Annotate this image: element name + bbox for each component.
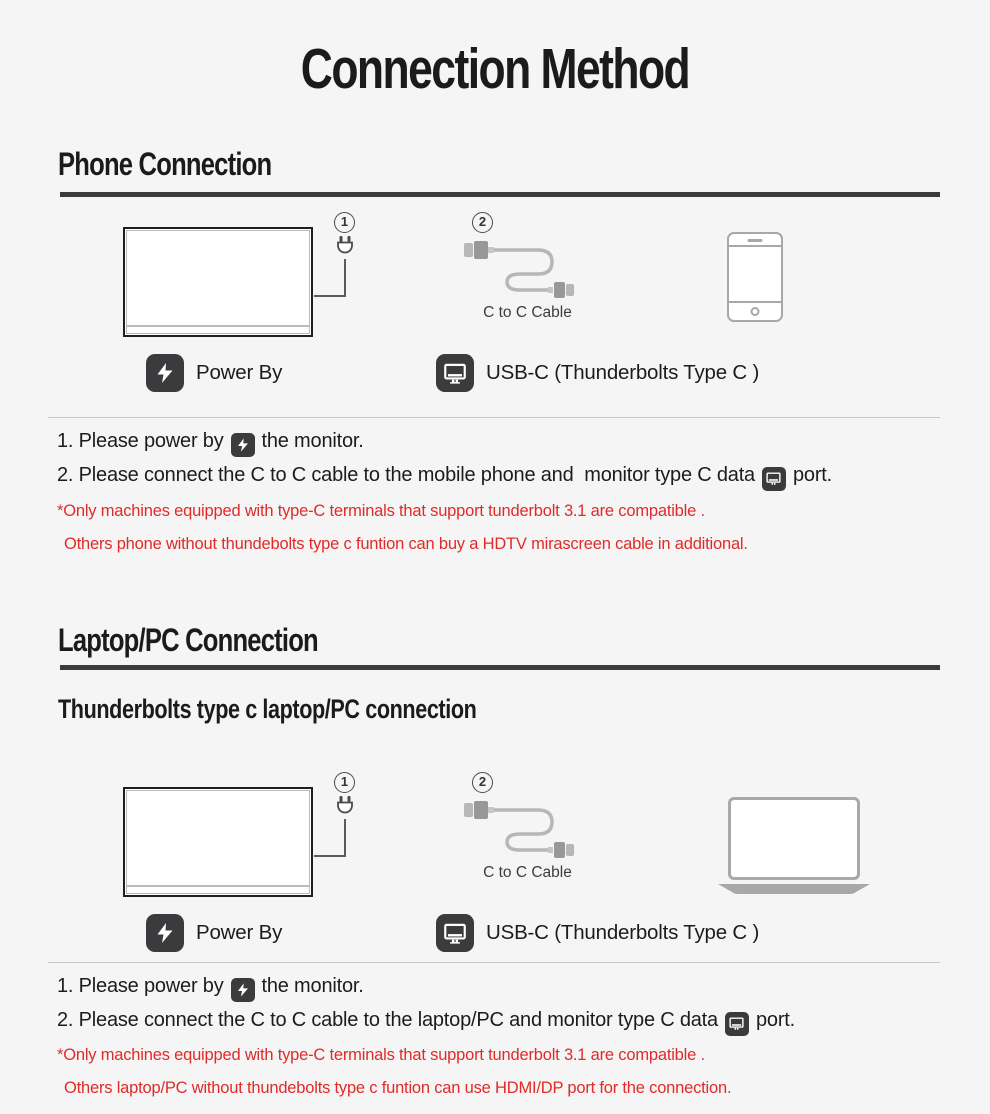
laptop-section-heading: Laptop/PC Connection xyxy=(58,622,318,658)
usb-c-cable-icon xyxy=(462,236,590,303)
phone-bottom-line xyxy=(729,301,781,303)
lightning-icon xyxy=(231,978,255,1002)
divider-line xyxy=(48,962,940,963)
power-wire-vertical xyxy=(344,819,346,857)
laptop-icon xyxy=(728,797,860,880)
laptop-note-1: *Only machines equipped with type-C terminals that support tunderbolt 3.1 are compatible . xyxy=(57,1046,705,1064)
phone-top-line xyxy=(729,245,781,247)
power-wire-vertical xyxy=(344,259,346,297)
page-title: Connection Method xyxy=(300,37,690,101)
monitor-screen xyxy=(126,230,310,334)
laptop-subheading: Thunderbolts type c laptop/PC connection xyxy=(58,694,477,724)
step-2-badge: 2 xyxy=(472,212,493,233)
monitor-icon xyxy=(442,920,468,946)
usbc-badge xyxy=(436,914,474,952)
divider-line xyxy=(48,417,940,418)
power-wire-horizontal xyxy=(314,855,346,857)
usbc-badge-label: USB-C (Thunderbolts Type C ) xyxy=(486,921,760,944)
power-badge xyxy=(146,354,184,392)
monitor-screen xyxy=(126,790,310,894)
phone-instruction-2: 2. Please connect the C to C cable to the mobile phone and monitor type C data port. xyxy=(57,464,832,491)
phone-note-2: Others phone without thundebolts type c funtion can buy a HDTV mirascreen cable in additional. xyxy=(64,535,748,553)
monitor-icon xyxy=(725,1012,749,1036)
laptop-instruction-2: 2. Please connect the C to C cable to the laptop/PC and monitor type C data port. xyxy=(57,1009,795,1036)
monitor-icon xyxy=(762,467,786,491)
step-1-badge: 1 xyxy=(334,772,355,793)
laptop-base xyxy=(716,882,872,900)
phone-connection-diagram xyxy=(0,210,990,425)
phone-note-1: *Only machines equipped with type-C terminals that support tunderbolt 3.1 are compatible . xyxy=(57,502,705,520)
lightning-icon xyxy=(153,921,177,945)
monitor-chin-line xyxy=(127,885,309,887)
phone-icon xyxy=(727,232,783,322)
power-badge-label: Power By xyxy=(196,921,283,944)
step-1-badge: 1 xyxy=(334,212,355,233)
laptop-connection-diagram xyxy=(0,770,990,985)
power-badge xyxy=(146,914,184,952)
usbc-badge-label: USB-C (Thunderbolts Type C ) xyxy=(486,361,760,384)
laptop-note-2: Others laptop/PC without thundebolts type c funtion can use HDMI/DP port for the connection. xyxy=(64,1079,732,1097)
laptop-instruction-1: 1. Please power by the monitor. xyxy=(57,975,364,1002)
step-2-badge: 2 xyxy=(472,772,493,793)
power-wire-horizontal xyxy=(314,295,346,297)
section-rule xyxy=(60,192,940,197)
lightning-icon xyxy=(231,433,255,457)
phone-instruction-1: 1. Please power by the monitor. xyxy=(57,430,364,457)
usb-c-cable-icon xyxy=(462,796,590,863)
phone-home-button xyxy=(751,307,760,316)
cable-label: C to C Cable xyxy=(483,864,572,881)
lightning-icon xyxy=(153,361,177,385)
usbc-badge xyxy=(436,354,474,392)
phone-speaker xyxy=(748,239,763,242)
section-rule xyxy=(60,665,940,670)
cable-label: C to C Cable xyxy=(483,304,572,321)
monitor-chin-line xyxy=(127,325,309,327)
phone-section-heading: Phone Connection xyxy=(58,146,272,182)
portable-monitor-illustration xyxy=(123,227,313,337)
portable-monitor-illustration xyxy=(123,787,313,897)
monitor-icon xyxy=(442,360,468,386)
power-badge-label: Power By xyxy=(196,361,283,384)
